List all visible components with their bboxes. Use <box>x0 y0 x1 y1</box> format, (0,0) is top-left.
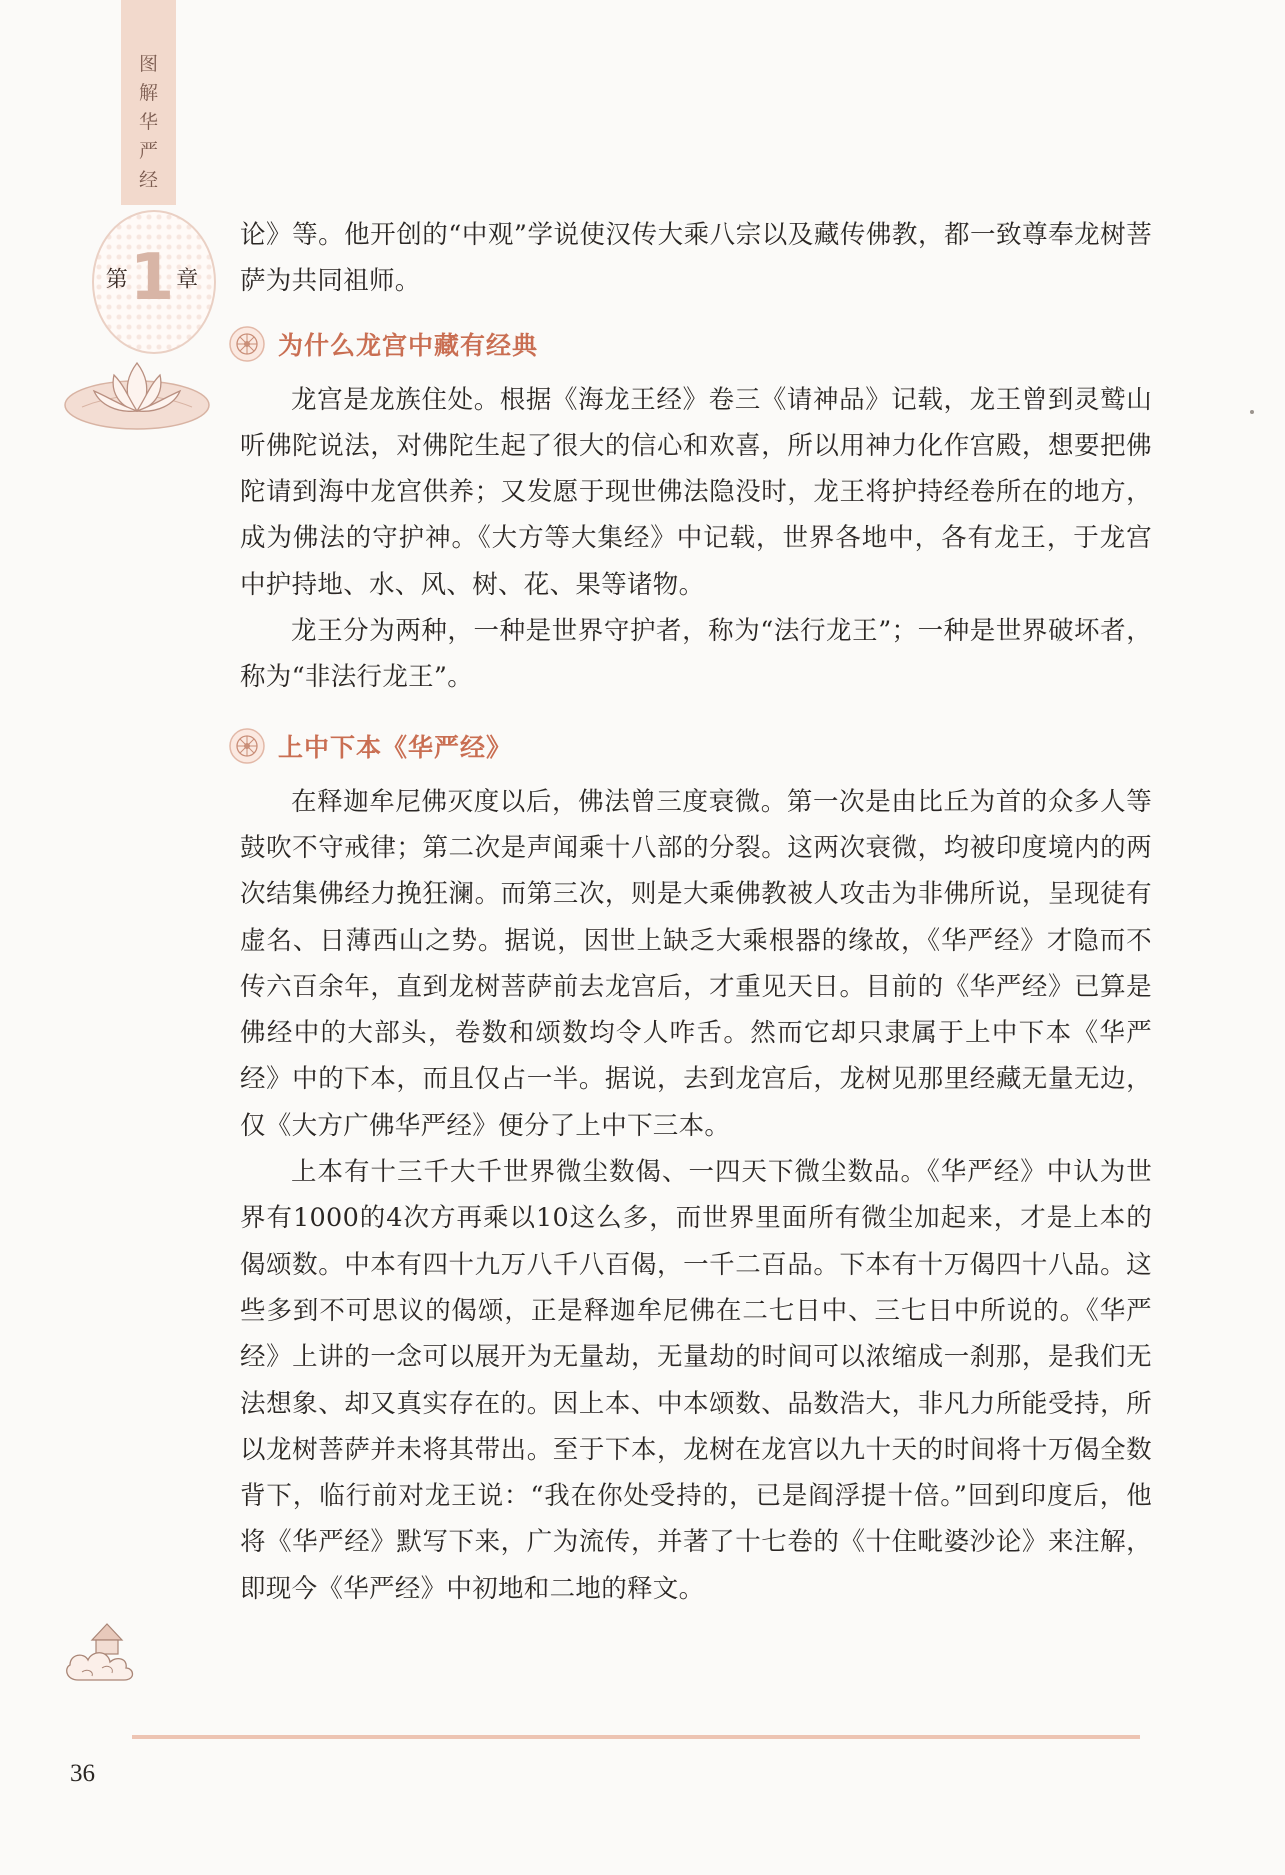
book-title-char: 解 <box>138 82 158 104</box>
section-heading <box>228 717 1152 775</box>
body-paragraph: 在释迦牟尼佛灭度以后，佛法曾三度衰微。第一次是由比丘为首的众多人等鼓吹不守戒律；第二次是声闻乘十八部的分裂。这两次衰微，均被印度境内的两次结集佛经力挽狂澜。而第三次，则是大乘佛教被人攻击为非佛所说，呈现徒有虚名、日薄西山之势。据说，因世上缺乏大乘根器的缘故，《华严经》才隐而不传六百余年，直到龙树菩萨前去龙宫后，才重见天日。目前的《华严经》已算是佛经中的大部头，卷数和颂数均令人咋舌。然而它却只隶属于上中下本《华严经》中的下本，而且仅占一半。据说，去到龙宫后，龙树见那里经藏无量无边，仅《大方广佛华严经》便分了上中下三本。 <box>240 786 1152 1141</box>
chapter-label <box>92 241 212 315</box>
book-title-char: 图 <box>138 53 158 75</box>
main-content <box>240 212 1152 1612</box>
chapter-suffix: 章 <box>176 267 199 293</box>
chapter-emblem <box>92 210 212 360</box>
book-title-char: 严 <box>138 140 158 162</box>
book-title-vertical <box>121 50 176 195</box>
dharma-wheel-icon <box>228 325 266 363</box>
dharma-wheel-icon <box>228 727 266 765</box>
body-paragraph: 龙宫是龙族住处。根据《海龙王经》卷三《请神品》记载，龙王曾到灵鹫山听佛陀说法，对佛陀生起了很大的信心和欢喜，所以用神力化作宫殿，想要把佛陀请到海中龙宫供养；又发愿于现世佛法隐没时，龙王将护持经卷所在的地方，成为佛法的守护神。《大方等大集经》中记载，世界各地中，各有龙王，于龙宫中护持地、水、风、树、花、果等诸物。 <box>240 384 1152 600</box>
book-title-char: 经 <box>138 169 158 191</box>
chapter-prefix: 第 <box>105 267 128 293</box>
body-paragraph: 上本有十三千大千世界微尘数偈、一四天下微尘数品。《华严经》中认为世界有1000的4次方再乘以10这么多，而世界里面所有微尘加起来，才是上本的偈颂数。中本有四十九万八千八百偈，一千二百品。下本有十万偈四十八品。这些多到不可思议的偈颂，正是释迦牟尼佛在二七日中、三七日中所说的。《华严经》上讲的一念可以展开为无量劫，无量劫的时间可以浓缩成一刹那，是我们无法想象、却又真实存在的。因上本、中本颂数、品数浩大，非凡力所能受持，所以龙树菩萨并未将其带出。至于下本，龙树在龙宫以九十天的时间将十万偈全数背下，临行前对龙王说：“我在你处受持的，已是阎浮提十倍。”回到印度后，他将《华严经》默写下来，广为流传，并著了十七卷的《十住毗婆沙论》来注解，即现今《华严经》中初地和二地的释文。 <box>240 1157 1152 1604</box>
section-title: 上中下本《华严经》 <box>278 732 513 762</box>
page-number: 36 <box>70 1760 95 1787</box>
book-title-char: 华 <box>138 111 158 133</box>
intro-paragraph: 论》等。他开创的“中观”学说使汉传大乘八宗以及藏传佛教，都一致尊奉龙树菩萨为共同祖师。 <box>240 220 1152 297</box>
body-paragraph: 龙王分为两种，一种是世界守护者，称为“法行龙王”；一种是世界破坏者，称为“非法行龙王”。 <box>240 616 1152 693</box>
side-tab <box>121 0 176 205</box>
temple-cloud-icon <box>62 1610 152 1690</box>
chapter-number: 1 <box>129 241 175 315</box>
section-heading <box>228 315 1152 373</box>
margin-mark <box>1250 410 1254 414</box>
section-title: 为什么龙宫中藏有经典 <box>278 330 539 360</box>
lotus-icon <box>62 345 212 435</box>
footer-rule <box>132 1735 1140 1739</box>
